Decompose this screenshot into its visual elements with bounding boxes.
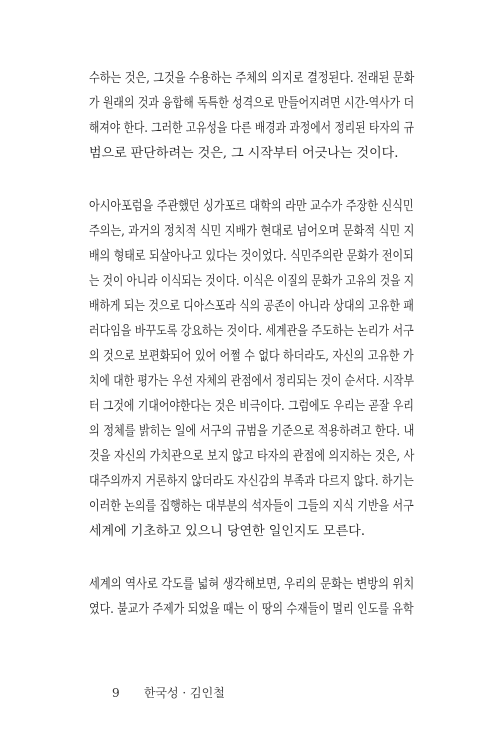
- text-line: 것을 자신의 가치관으로 보지 않고 타자의 관점에 의지하는 것은, 사: [89, 449, 415, 464]
- paragraph-2: [89, 194, 414, 544]
- text-line: 배하게 되는 것으로 디아스포라 식의 공존이 아니라 상대의 고유한 패: [89, 299, 414, 314]
- text-line: 대주의까지 거론하지 않더라도 자신감의 부족과 다르지 않다. 하기는: [89, 474, 414, 489]
- text-line: 는 것이 아니라 이식되는 것이다. 이식은 이질의 문화가 고유의 것을 지: [89, 274, 415, 289]
- text-line: 의 정체를 밝히는 일에 서구의 규범을 기준으로 적용하려고 한다. 내: [89, 424, 415, 439]
- text-line: 수하는 것은, 그것을 수용하는 주체의 의지로 결정된다. 전래된 문화: [89, 71, 415, 86]
- running-title: 한국성 · 김인철: [143, 686, 225, 700]
- page-number: 9: [112, 686, 120, 700]
- text-line: 세계에 기초하고 있으니 당연한 일인지도 모른다.: [89, 524, 365, 539]
- text-line: 이러한 논의를 집행하는 대부분의 석자들이 그들의 지식 기반을 서구: [89, 499, 414, 514]
- text-line: 범으로 판단하려는 것은, 그 시작부터 어긋나는 것이다.: [89, 146, 399, 161]
- text-line: 러다임을 바꾸도록 강요하는 것이다. 세계관을 주도하는 논리가 서구: [89, 324, 414, 339]
- text-line: 해져야 한다. 그러한 고유성을 다른 배경과 과정에서 정리된 타자의 규: [89, 121, 414, 136]
- text-line: 세계의 역사로 각도를 넓혀 생각해보면, 우리의 문화는 변방의 위치: [89, 577, 415, 592]
- text-line: 가 원래의 것과 융합해 독특한 성격으로 만들어지려면 시간-역사가 더: [89, 96, 415, 111]
- paragraph-1: [89, 66, 414, 166]
- text-line: 주의는, 과거의 정치적 식민 지배가 현대로 넘어오며 문화적 식민 지: [89, 224, 415, 239]
- text-line: 배의 형태로 되살아나고 있다는 것이었다. 식민주의란 문화가 전이되: [89, 249, 414, 264]
- page-footer: [112, 684, 225, 701]
- text-line: 터 그것에 기대어야한다는 것은 비극이다. 그럼에도 우리는 곧잘 우리: [89, 399, 414, 414]
- text-line: 의 것으로 보편화되어 있어 어쩔 수 없다 하더라도, 자신의 고유한 가: [89, 349, 414, 364]
- text-line: 였다. 불교가 주제가 되었을 때는 이 땅의 수재들이 멀리 인도를 유학: [89, 602, 414, 617]
- body-text: [89, 66, 414, 650]
- paragraph-3: [89, 572, 414, 622]
- text-line: 치에 대한 평가는 우선 자체의 관점에서 정리되는 것이 순서다. 시작부: [89, 374, 414, 389]
- text-line: 아시아포럼을 주관했던 싱가포르 대학의 라만 교수가 주장한 신식민: [89, 199, 414, 214]
